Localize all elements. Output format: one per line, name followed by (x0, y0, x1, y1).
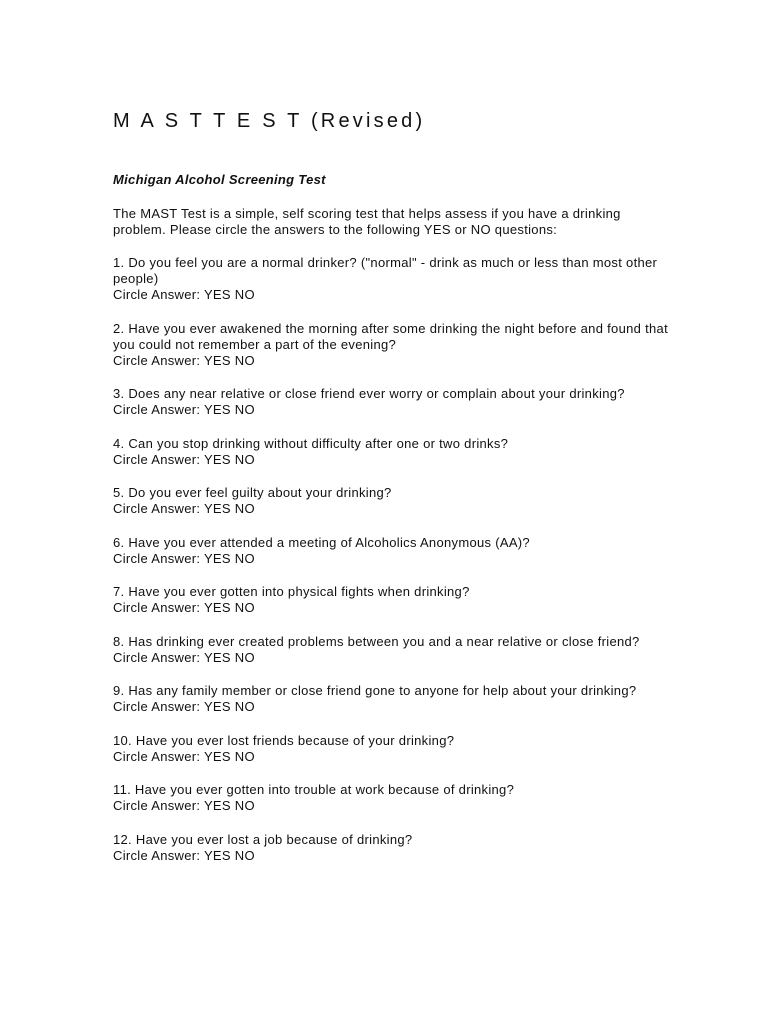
document-subtitle: Michigan Alcohol Screening Test (113, 172, 326, 187)
intro-paragraph: The MAST Test is a simple, self scoring test that helps assess if you have a drinking problem. Please circle the answers to the following YES or NO questions: (113, 206, 621, 237)
answer-prompt: Circle Answer: YES NO (113, 798, 255, 813)
question-text: 4. Can you stop drinking without difficulty after one or two drinks? (113, 435, 509, 451)
question-text: 3. Does any near relative or close friend ever worry or complain about your drinking? (113, 386, 625, 401)
question-item (113, 584, 673, 616)
question-item (113, 733, 673, 765)
question-text: 12. Have you ever lost a job because of drinking? (113, 831, 413, 847)
question-text: 11. Have you ever gotten into trouble at work because of drinking? (113, 782, 515, 797)
question-text: 9. Has any family member or close friend gone to anyone for help about your drinking? (113, 683, 637, 698)
question-text: 10. Have you ever lost friends because of your drinking? (113, 732, 455, 748)
question-item (113, 436, 673, 468)
question-list (113, 255, 673, 881)
question-item (113, 683, 673, 715)
question-item (113, 634, 673, 666)
question-text: 7. Have you ever gotten into physical fights when drinking? (113, 584, 470, 599)
question-text: 1. Do you feel you are a normal drinker? ("normal" - drink as much or less than most other people) (113, 255, 658, 286)
answer-prompt: Circle Answer: YES NO (113, 451, 255, 467)
question-item (113, 255, 673, 303)
answer-prompt: Circle Answer: YES NO (113, 501, 255, 516)
question-item (113, 386, 673, 418)
answer-prompt: Circle Answer: YES NO (113, 550, 255, 566)
question-item (113, 535, 673, 567)
answer-prompt: Circle Answer: YES NO (113, 600, 255, 615)
answer-prompt: Circle Answer: YES NO (113, 847, 255, 863)
question-text: 8. Has drinking ever created problems between you and a near relative or close friend? (113, 633, 640, 649)
question-text: 2. Have you ever awakened the morning after some drinking the night before and found that you could not remember a part of the evening? (113, 320, 668, 352)
question-item (113, 485, 673, 517)
question-text: 6. Have you ever attended a meeting of Alcoholics Anonymous (AA)? (113, 534, 530, 550)
question-item (113, 782, 673, 814)
question-text: 5. Do you ever feel guilty about your drinking? (113, 485, 392, 500)
answer-prompt: Circle Answer: YES NO (113, 352, 255, 368)
document-title: M A S T T E S T (Revised) (113, 110, 426, 132)
answer-prompt: Circle Answer: YES NO (113, 699, 255, 714)
answer-prompt: Circle Answer: YES NO (113, 402, 255, 417)
question-item (113, 321, 673, 369)
answer-prompt: Circle Answer: YES NO (113, 287, 255, 302)
question-item (113, 832, 673, 864)
answer-prompt: Circle Answer: YES NO (113, 748, 255, 764)
answer-prompt: Circle Answer: YES NO (113, 649, 255, 665)
